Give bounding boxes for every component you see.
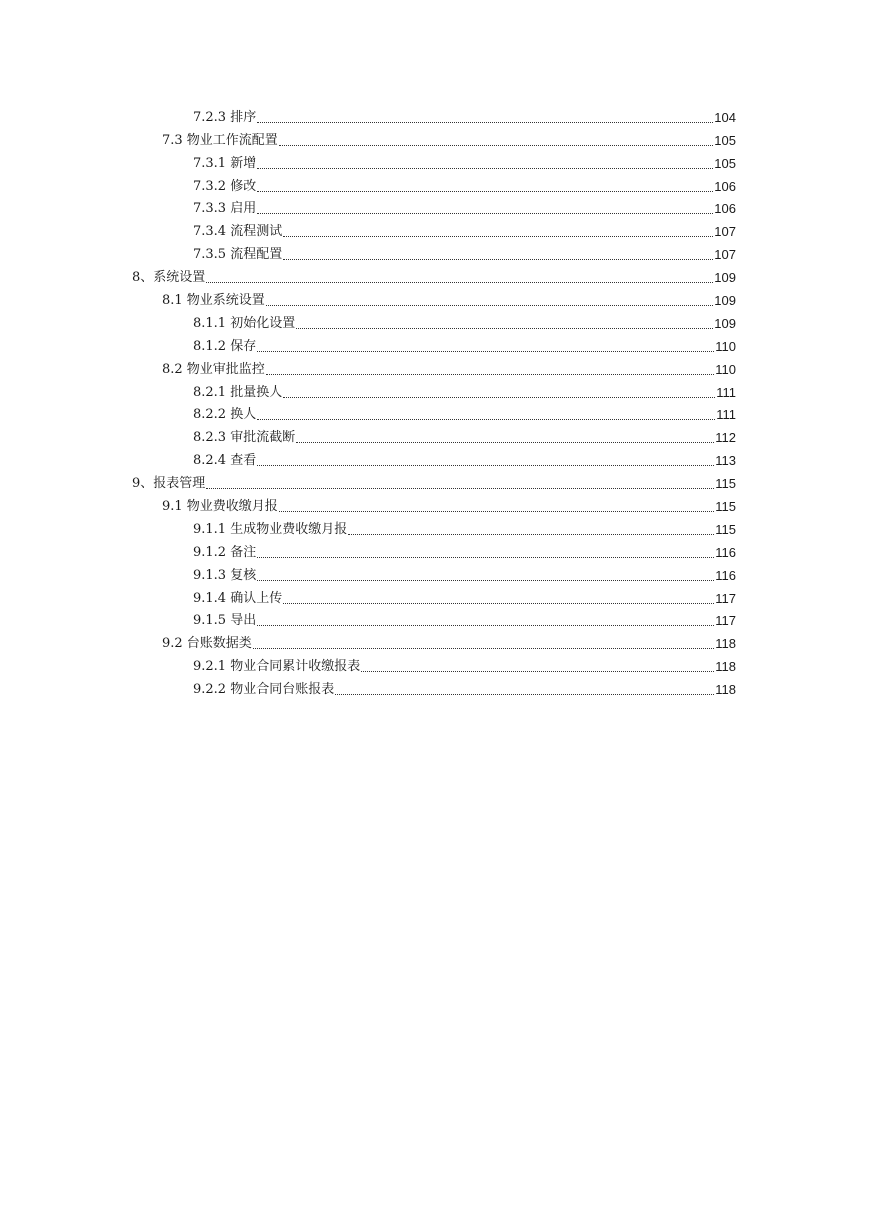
toc-entry-page-number: 106 bbox=[714, 178, 736, 194]
toc-dot-leader bbox=[257, 625, 714, 626]
toc-entry-title: 7.3.3 启用 bbox=[193, 201, 257, 217]
toc-entry-page-number: 106 bbox=[714, 201, 736, 217]
toc-entry-page-number: 105 bbox=[714, 155, 736, 171]
toc-entry[interactable] bbox=[0, 631, 869, 654]
table-of-contents bbox=[0, 105, 869, 700]
toc-entry-page-number: 110 bbox=[715, 361, 736, 377]
toc-dot-leader bbox=[257, 465, 714, 466]
toc-entry-line bbox=[162, 362, 736, 380]
toc-dot-leader bbox=[257, 351, 714, 352]
toc-entry-title: 9.2.1 物业合同累计收缴报表 bbox=[193, 659, 361, 675]
toc-entry[interactable] bbox=[0, 677, 869, 700]
toc-dot-leader bbox=[361, 671, 714, 672]
toc-entry-title: 7.2.3 排序 bbox=[193, 109, 257, 125]
toc-entry-title: 8.1 物业系统设置 bbox=[162, 293, 265, 309]
toc-entry-title: 9.2 台账数据类 bbox=[162, 636, 252, 652]
toc-entry-line bbox=[162, 293, 736, 311]
toc-entry[interactable] bbox=[0, 517, 869, 540]
toc-entry-line bbox=[193, 568, 736, 586]
toc-entry-line bbox=[193, 110, 736, 128]
toc-entry-page-number: 116 bbox=[715, 544, 736, 560]
toc-dot-leader bbox=[257, 557, 714, 558]
toc-entry-title: 9.1 物业费收缴月报 bbox=[162, 499, 278, 515]
toc-dot-leader bbox=[283, 259, 713, 260]
toc-entry[interactable] bbox=[0, 265, 869, 288]
toc-dot-leader bbox=[283, 236, 713, 237]
toc-entry-line bbox=[193, 430, 736, 448]
toc-entry-line bbox=[193, 156, 736, 174]
toc-entry-page-number: 112 bbox=[715, 430, 736, 446]
toc-entry[interactable] bbox=[0, 128, 869, 151]
toc-dot-leader bbox=[257, 419, 715, 420]
toc-entry-title: 8.2.4 查看 bbox=[193, 453, 257, 469]
toc-entry[interactable] bbox=[0, 494, 869, 517]
toc-entry-page-number: 117 bbox=[715, 613, 736, 629]
toc-dot-leader bbox=[279, 511, 714, 512]
toc-entry-title: 9.2.2 物业合同台账报表 bbox=[193, 682, 335, 698]
toc-entry-title: 8.1.2 保存 bbox=[193, 338, 257, 354]
toc-entry-title: 9.1.5 导出 bbox=[193, 613, 257, 629]
toc-entry-page-number: 116 bbox=[715, 567, 736, 583]
toc-dot-leader bbox=[257, 191, 713, 192]
toc-dot-leader bbox=[206, 282, 713, 283]
toc-entry[interactable] bbox=[0, 563, 869, 586]
toc-entry[interactable] bbox=[0, 197, 869, 220]
toc-entry[interactable] bbox=[0, 654, 869, 677]
toc-dot-leader bbox=[253, 648, 714, 649]
toc-dot-leader bbox=[296, 328, 713, 329]
toc-dot-leader bbox=[257, 168, 713, 169]
toc-entry[interactable] bbox=[0, 540, 869, 563]
toc-entry-page-number: 109 bbox=[714, 293, 736, 309]
toc-dot-leader bbox=[257, 122, 713, 123]
toc-dot-leader bbox=[279, 145, 713, 146]
toc-entry-page-number: 105 bbox=[714, 132, 736, 148]
toc-entry-page-number: 109 bbox=[714, 270, 736, 286]
toc-entry-title: 9.1.3 复核 bbox=[193, 567, 257, 583]
toc-entry[interactable] bbox=[0, 219, 869, 242]
toc-entry-title: 9.1.4 确认上传 bbox=[193, 590, 283, 606]
toc-entry-title: 7.3.2 修改 bbox=[193, 178, 257, 194]
toc-entry-line bbox=[193, 316, 736, 334]
toc-dot-leader bbox=[257, 580, 714, 581]
toc-entry-title: 7.3.5 流程配置 bbox=[193, 247, 283, 263]
toc-entry[interactable] bbox=[0, 425, 869, 448]
toc-entry[interactable] bbox=[0, 288, 869, 311]
toc-entry-line bbox=[132, 270, 736, 288]
toc-entry-line bbox=[132, 476, 736, 494]
toc-dot-leader bbox=[348, 534, 714, 535]
toc-entry-page-number: 107 bbox=[714, 247, 736, 263]
toc-entry-line bbox=[193, 201, 736, 219]
toc-entry[interactable] bbox=[0, 609, 869, 632]
toc-entry-title: 8.1.1 初始化设置 bbox=[193, 315, 296, 331]
toc-entry[interactable] bbox=[0, 311, 869, 334]
toc-entry-title: 7.3 物业工作流配置 bbox=[162, 132, 278, 148]
toc-entry-page-number: 117 bbox=[715, 590, 736, 606]
toc-entry[interactable] bbox=[0, 151, 869, 174]
toc-entry[interactable] bbox=[0, 471, 869, 494]
toc-entry-page-number: 111 bbox=[716, 384, 736, 400]
toc-entry-line bbox=[193, 659, 736, 677]
toc-entry-title: 8.2.1 批量换人 bbox=[193, 384, 283, 400]
toc-entry-line bbox=[193, 224, 736, 242]
toc-dot-leader bbox=[296, 442, 714, 443]
toc-dot-leader bbox=[266, 374, 714, 375]
toc-entry-page-number: 118 bbox=[715, 636, 736, 652]
toc-entry-line bbox=[193, 179, 736, 197]
toc-dot-leader bbox=[283, 397, 715, 398]
toc-entry-page-number: 107 bbox=[714, 224, 736, 240]
toc-entry-line bbox=[162, 499, 736, 517]
toc-entry-title: 8.2 物业审批监控 bbox=[162, 361, 265, 377]
toc-entry[interactable] bbox=[0, 334, 869, 357]
toc-entry-title: 7.3.1 新增 bbox=[193, 155, 257, 171]
toc-entry-title: 8、系统设置 bbox=[132, 270, 206, 286]
toc-entry-page-number: 118 bbox=[715, 659, 736, 675]
toc-entry-line bbox=[193, 522, 736, 540]
toc-entry-title: 9、报表管理 bbox=[132, 476, 206, 492]
toc-entry-page-number: 110 bbox=[715, 338, 736, 354]
toc-entry[interactable] bbox=[0, 174, 869, 197]
toc-entry-line bbox=[193, 453, 736, 471]
toc-dot-leader bbox=[283, 603, 714, 604]
toc-entry[interactable] bbox=[0, 403, 869, 426]
toc-entry-line bbox=[193, 407, 736, 425]
toc-entry[interactable] bbox=[0, 242, 869, 265]
toc-entry-page-number: 109 bbox=[714, 315, 736, 331]
toc-dot-leader bbox=[266, 305, 713, 306]
toc-entry-line bbox=[193, 682, 736, 700]
toc-entry-line bbox=[193, 385, 736, 403]
toc-entry-line bbox=[162, 636, 736, 654]
toc-entry-title: 9.1.2 备注 bbox=[193, 544, 257, 560]
toc-entry-page-number: 113 bbox=[715, 453, 736, 469]
toc-entry-line bbox=[162, 133, 736, 151]
toc-entry-page-number: 115 bbox=[715, 499, 736, 515]
toc-entry[interactable] bbox=[0, 380, 869, 403]
toc-entry-title: 8.2.2 换人 bbox=[193, 407, 257, 423]
toc-entry-line bbox=[193, 247, 736, 265]
toc-entry-page-number: 115 bbox=[715, 476, 736, 492]
toc-entry[interactable] bbox=[0, 357, 869, 380]
toc-entry-title: 8.2.3 审批流截断 bbox=[193, 430, 296, 446]
toc-entry-title: 9.1.1 生成物业费收缴月报 bbox=[193, 521, 348, 537]
toc-entry-line bbox=[193, 591, 736, 609]
toc-entry-line bbox=[193, 545, 736, 563]
toc-dot-leader bbox=[257, 213, 713, 214]
toc-entry-page-number: 104 bbox=[714, 109, 736, 125]
toc-entry-line bbox=[193, 339, 736, 357]
toc-dot-leader bbox=[206, 488, 714, 489]
toc-entry-page-number: 118 bbox=[715, 682, 736, 698]
toc-entry-page-number: 115 bbox=[715, 521, 736, 537]
toc-entry-page-number: 111 bbox=[716, 407, 736, 423]
toc-entry-line bbox=[193, 613, 736, 631]
toc-entry[interactable] bbox=[0, 105, 869, 128]
toc-entry-title: 7.3.4 流程测试 bbox=[193, 224, 283, 240]
toc-entry[interactable] bbox=[0, 586, 869, 609]
toc-entry[interactable] bbox=[0, 448, 869, 471]
toc-dot-leader bbox=[335, 694, 714, 695]
